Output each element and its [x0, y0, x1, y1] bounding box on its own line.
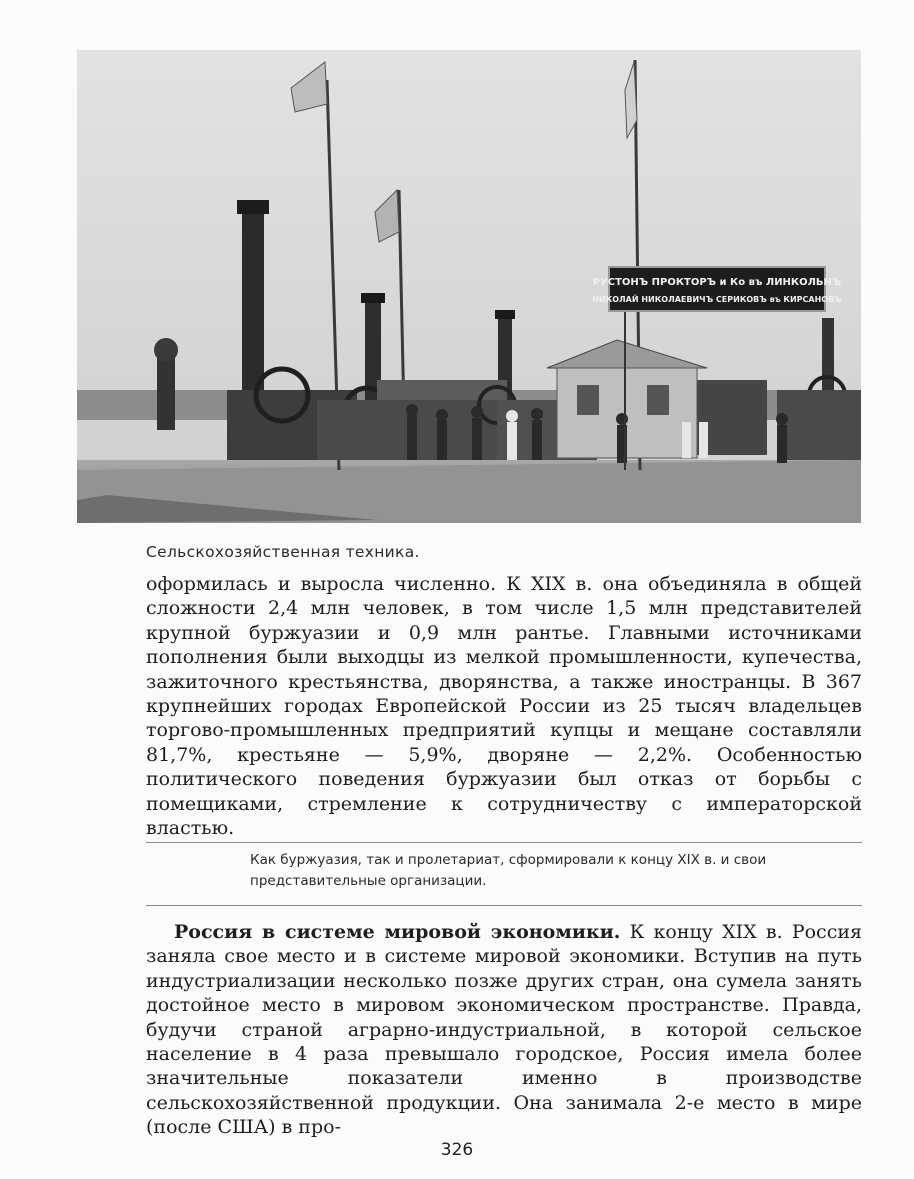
sign-text-line1: РУСТОНЪ ПРОКТОРЪ и Ко въ ЛИНКОЛЬНЪ [592, 277, 842, 288]
side-note: Как буржуазия, так и пролетариат, сформировали к концу XIX в. и свои представительные организации. [250, 852, 767, 889]
paragraph: оформилась и выросла численно. К XIX в. она объединяла в общей сложности 2,4 млн человек, в том числе 1,5 млн представителей крупной буржуазии и 0,9 млн рантье. Главными источниками пополнения были выходцы из мелкой промышленности, купечества, зажиточного крестьянства, дворянства, а также иностранцы. В 367 крупнейших городах Европейской России из 25 тысяч владельцев торгово-промышленных предприятий купцы и мещане составляли 81,7%, крестьяне — 5,9%, дворяне — 2,2%. Особенностью политического поведения буржуазии был отказ от борьбы с помещиками, стремление к сотрудничеству с императорской властью. [146, 573, 862, 840]
note-divider-bottom [146, 905, 862, 906]
section-heading: Россия в системе мировой экономики. [174, 921, 621, 943]
section-body: К концу XIX в. Россия заняла свое место и в системе мировой экономики. Вступив на путь индустриализации несколько позже других стран, она сумела занять достойное место в мировом экономическом пространстве. Правда, будучи страной аграрно-индустриальной, в которой сельское население в 4 раза превышало городское, Россия имела более значительные показатели именно в производстве сельскохозяйственной продукции. Она занимала 2-е место в мире (после США) в про- [146, 921, 862, 1139]
historical-photo [77, 50, 861, 523]
note-divider-top [146, 842, 862, 843]
page-number: 326 [440, 1140, 474, 1160]
photo-caption: Сельскохозяйственная техника. [146, 543, 420, 561]
sign-text-line2: НИКОЛАЙ НИКОЛАЕВИЧЪ СЕРИКОВЪ въ КИРСАНОВЪ [592, 295, 842, 304]
section-paragraph [146, 920, 862, 1140]
